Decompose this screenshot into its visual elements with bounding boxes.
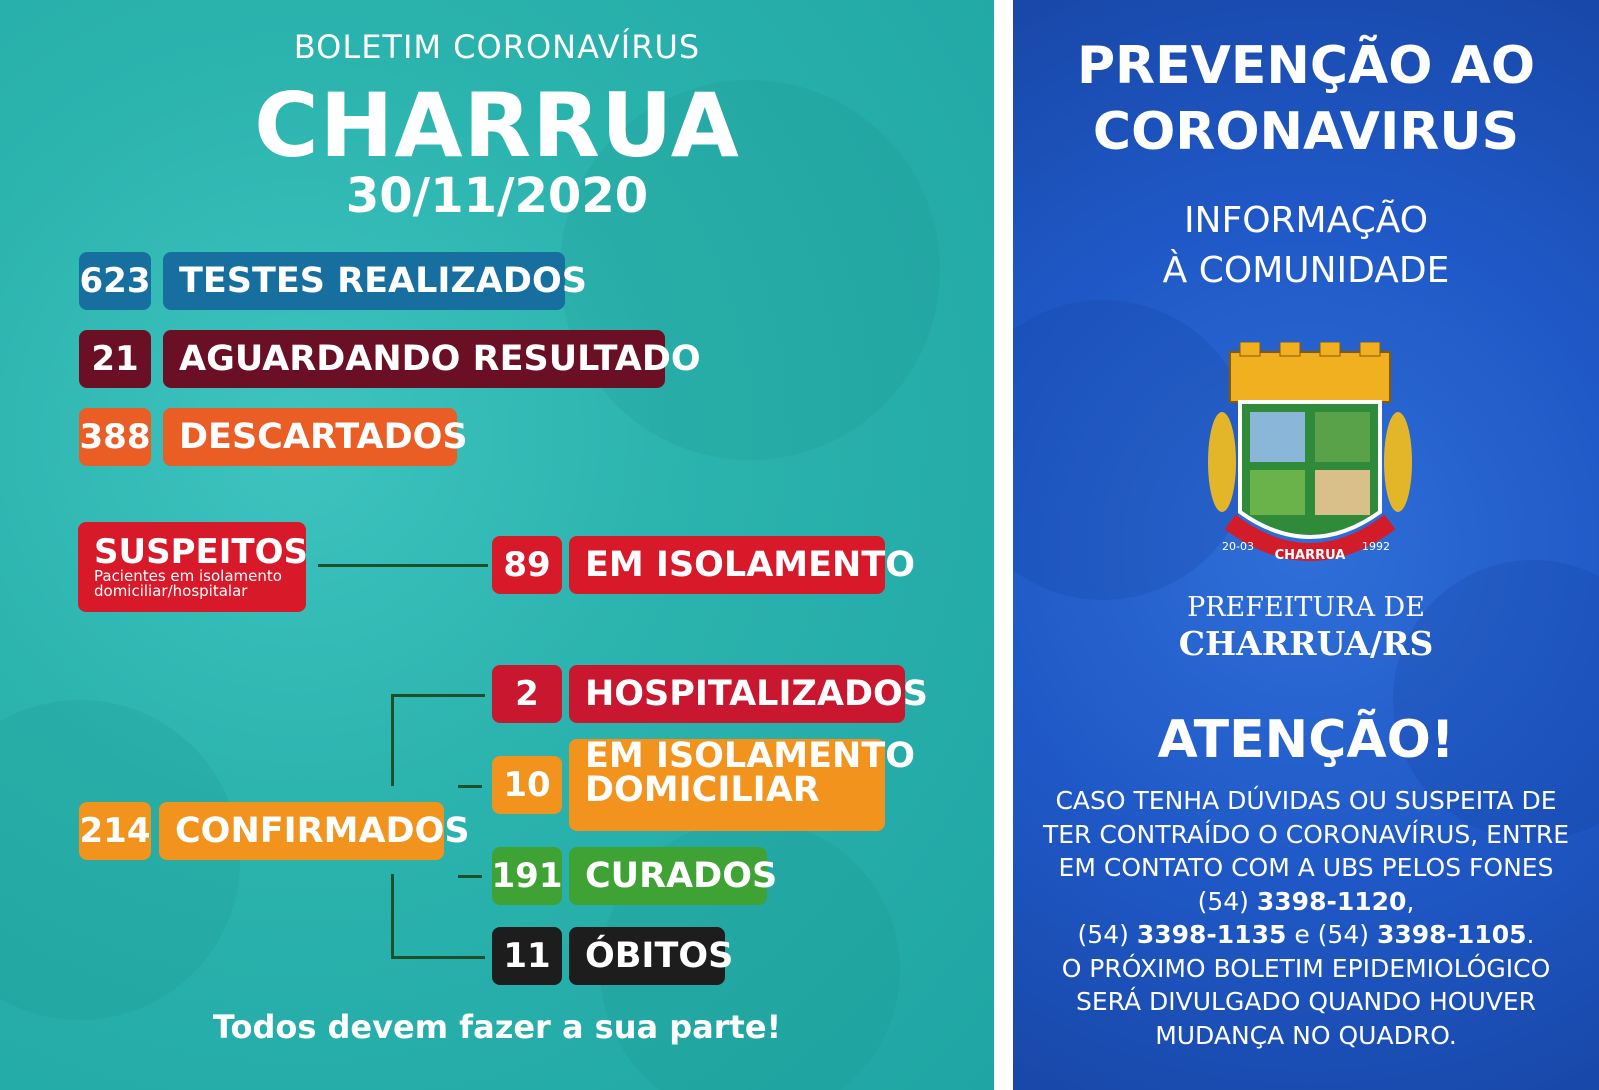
- phone-prefix: (54): [1197, 886, 1249, 916]
- tests-label: TESTES REALIZADOS: [163, 252, 565, 310]
- phone-line-1: (54) 3398-1120,: [1197, 886, 1415, 916]
- bulletin-date: 30/11/2020: [345, 168, 649, 224]
- tree-connector: [391, 874, 394, 958]
- tests-count: 623: [79, 252, 151, 310]
- hospitalized-label: HOSPITALIZADOS: [569, 665, 905, 723]
- suspects-box: [78, 522, 306, 612]
- conjunction: e: [1294, 920, 1310, 949]
- info-line-1: INFORMAÇÃO: [1183, 200, 1429, 241]
- cured-label: CURADOS: [569, 847, 767, 905]
- prefeitura-line-1: PREFEITURA DE: [1187, 592, 1425, 623]
- message-line: CASO TENHA DÚVIDAS OU SUSPEITA DE: [1055, 786, 1557, 815]
- prevention-heading-1: PREVENÇÃO AO: [1076, 36, 1536, 96]
- crest-banner: CHARRUA: [1274, 548, 1346, 563]
- awaiting-count: 21: [79, 330, 151, 388]
- tree-connector: [391, 694, 485, 697]
- virus-texture: [0, 700, 240, 1020]
- phone-line-2: (54) 3398-1135 e (54) 3398-1105.: [1077, 920, 1535, 949]
- message-body: [1013, 784, 1599, 1052]
- confirmed-count: 214: [79, 802, 151, 860]
- awaiting-label: AGUARDANDO RESULTADO: [163, 330, 665, 388]
- phone-number: 3398-1120: [1256, 886, 1407, 916]
- discarded-count: 388: [79, 408, 151, 466]
- crest-year-left: 20-03: [1222, 540, 1254, 553]
- confirmed-label: CONFIRMADOS: [159, 802, 444, 860]
- prefeitura-line-2: CHARRUA/RS: [1178, 624, 1434, 663]
- message-line: SERÁ DIVULGADO QUANDO HOUVER: [1075, 987, 1537, 1016]
- phone-prefix: (54): [1077, 920, 1129, 949]
- message-line: TER CONTRAÍDO O CORONAVÍRUS, ENTRE: [1042, 819, 1570, 849]
- isolation-count: 89: [492, 536, 562, 594]
- tree-connector: [391, 956, 485, 959]
- hospitalized-count: 2: [492, 665, 562, 723]
- tree-connector: [458, 875, 482, 878]
- suspects-connector: [318, 564, 488, 567]
- deaths-count: 11: [492, 927, 562, 985]
- message-line: EM CONTATO COM A UBS PELOS FONES: [1058, 853, 1554, 882]
- info-line-2: À COMUNIDADE: [1162, 250, 1450, 291]
- bulletin-subtitle: BOLETIM CORONAVÍRUS: [293, 28, 701, 66]
- home-isolation-count: 10: [492, 756, 562, 814]
- suspects-title: SUSPEITOS: [94, 532, 308, 572]
- attention-heading: ATENÇÃO!: [1157, 710, 1455, 770]
- cured-count: 191: [492, 847, 562, 905]
- phone-number: 3398-1135: [1136, 920, 1287, 949]
- isolation-label: EM ISOLAMENTO: [569, 536, 885, 594]
- message-line: MUDANÇA NO QUADRO.: [1155, 1020, 1457, 1050]
- suspects-subtitle-2: domiciliar/hospitalar: [94, 582, 248, 600]
- suspects-subtitle-1: Pacientes em isolamento: [94, 567, 282, 585]
- discarded-label: DESCARTADOS: [163, 408, 457, 466]
- tree-connector: [458, 785, 482, 788]
- footer-slogan: Todos devem fazer a sua parte!: [212, 1008, 782, 1046]
- panel-divider: [994, 0, 1013, 1090]
- prevention-heading-2: CORONAVIRUS: [1092, 102, 1520, 162]
- phone-prefix: (54): [1317, 920, 1369, 949]
- home-isolation-line-2: DOMICILIAR: [585, 770, 820, 810]
- home-isolation-label: [569, 736, 915, 831]
- crest-year-right: 1992: [1362, 540, 1390, 553]
- tree-connector: [391, 694, 394, 786]
- home-isolation-line-1: EM ISOLAMENTO: [585, 736, 915, 776]
- city-title: CHARRUA: [254, 74, 740, 177]
- phone-number: 3398-1105: [1376, 920, 1527, 949]
- deaths-label: ÓBITOS: [569, 927, 725, 985]
- message-line: O PRÓXIMO BOLETIM EPIDEMIOLÓGICO: [1061, 953, 1551, 983]
